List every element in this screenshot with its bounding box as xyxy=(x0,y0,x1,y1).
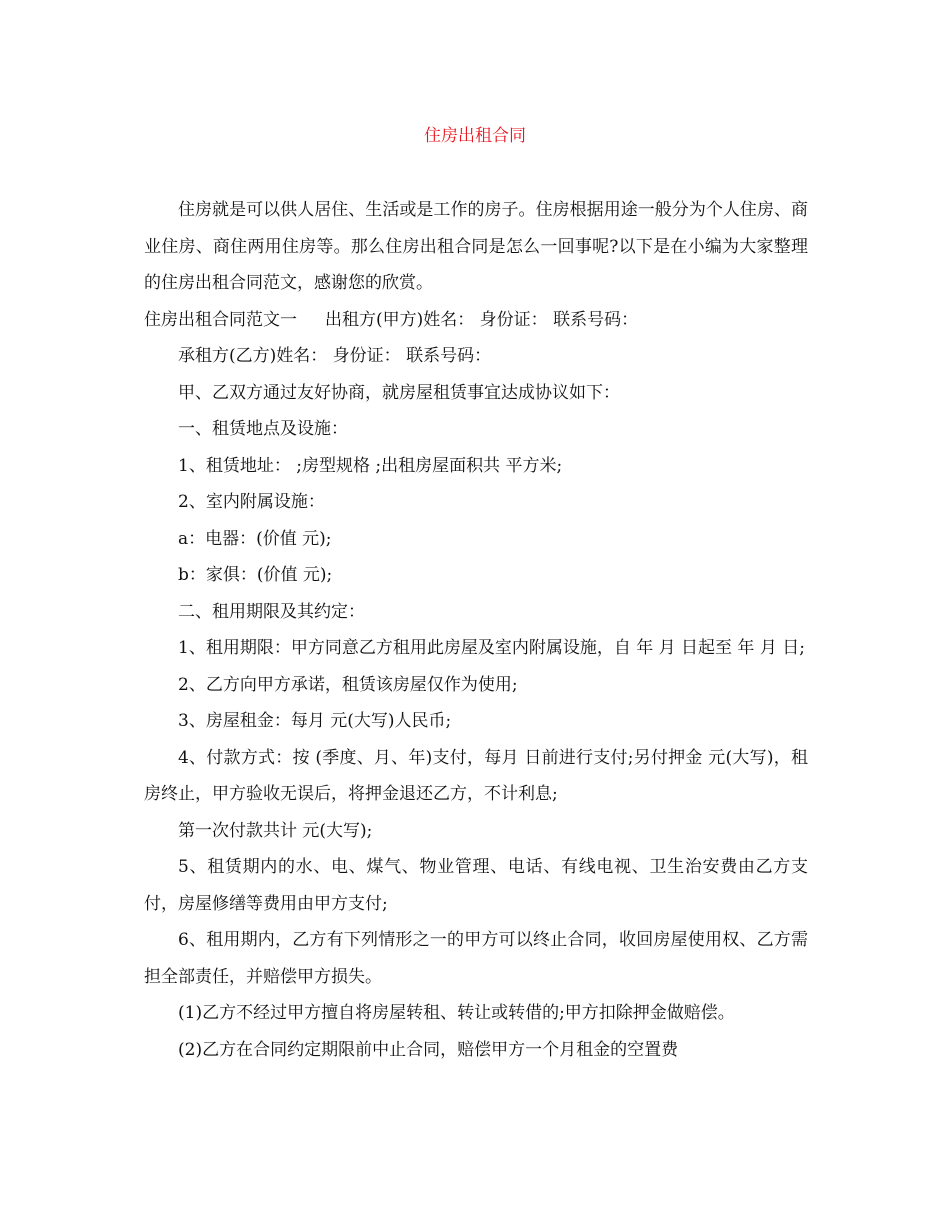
section1-item-2: 2、室内附属设施： xyxy=(178,492,325,512)
document-body xyxy=(144,192,808,1068)
section2-item-1: 1、租用期限：甲方同意乙方租用此房屋及室内附属设施，自 年 月 日起至 年 月 日; xyxy=(178,638,805,658)
section2-item-6-1: (1)乙方不经过甲方擅自将房屋转租、转让或转借的;甲方扣除押金做赔偿。 xyxy=(178,1003,735,1023)
agreement-line: 甲、乙双方通过友好协商，就房屋租赁事宜达成协议如下： xyxy=(178,382,620,403)
lessee-line: 承租方(乙方)姓名： 身份证： 联系号码： xyxy=(178,346,492,366)
section2-item-6-2: (2)乙方在合同约定期限前中止合同，赔偿甲方一个月租金的空置费 xyxy=(178,1039,679,1060)
section1-item-2a: a：电器：(价值 元); xyxy=(178,528,332,549)
section2-heading: 二、租用期限及其约定： xyxy=(178,601,365,622)
section1-heading: 一、租赁地点及设施： xyxy=(178,419,348,439)
sample-heading-line xyxy=(144,302,808,339)
section2-item-5: 5、租赁期内的水、电、煤气、物业管理、电话、有线电视、卫生治安费由乙方支付，房屋修缮等费用由甲方支付; xyxy=(144,857,808,914)
section2-item-2: 2、乙方向甲方承诺，租赁该房屋仅作为使用; xyxy=(178,674,518,695)
sample-heading: 住房出租合同范文一 xyxy=(144,309,297,330)
section1-item-1: 1、租赁地址： ;房型规格 ;出租房屋面积共 平方米; xyxy=(178,455,563,476)
document-title: 住房出租合同 xyxy=(424,126,526,146)
intro-paragraph: 住房就是可以供人居住、生活或是工作的房子。住房根据用途一般分为个人住房、商业住房、商住两用住房等。那么住房出租合同是怎么一回事呢?以下是在小编为大家整理的住房出租合同范文，感谢您的欣赏。 xyxy=(144,200,808,293)
section1-item-2b: b：家俱：(价值 元); xyxy=(178,565,333,585)
section2-item-4: 4、付款方式：按 (季度、月、年)支付，每月 日前进行支付;另付押金 元(大写)，租房终止，甲方验收无误后，将押金退还乙方，不计利息; xyxy=(144,747,808,804)
section2-first-payment: 第一次付款共计 元(大写); xyxy=(178,820,373,841)
section2-item-3: 3、房屋租金：每月 元(大写)人民币; xyxy=(178,711,452,731)
section2-item-6: 6、租用期内，乙方有下列情形之一的甲方可以终止合同，收回房屋使用权、乙方需担全部责任，并赔偿甲方损失。 xyxy=(144,930,808,987)
lessor-line: 出租方(甲方)姓名： 身份证： 联系号码： xyxy=(325,309,639,330)
